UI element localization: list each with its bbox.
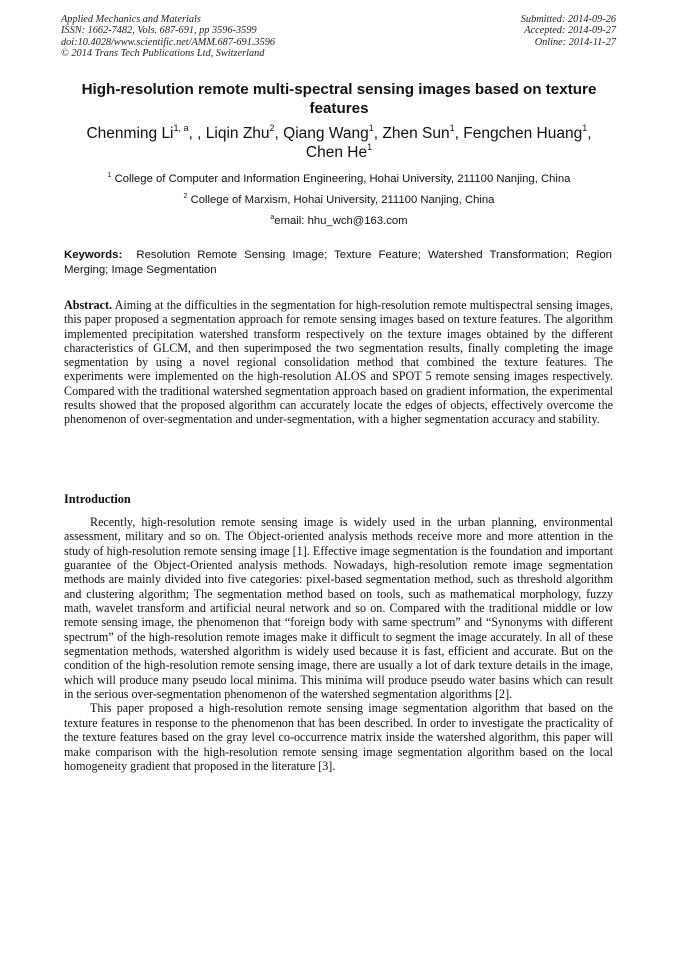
abstract-text: Aiming at the difficulties in the segmentation for high-resolution remote multispectral sensing images, this paper proposed a segmentation approach for remote sensing images based on texture features. The algorithm implemented precipitation watershed transform respectively on the texture images obtained by the different characteristics of GLCM, and then superimposed the two segmentation results, finally completing the image segmentation by using a novel regional consolidation method that combined the texture features. The experiments were implemented on the high-resolution ALOS and SPOT 5 remote sensing images respectively. Compared with the traditional watershed segmentation approach based on gradient information, the experimental results showed that the proposed algorithm can accurately locate the edges of objects, effectively overcome the phenomenon of over-segmentation and under-segmentation, with a higher segmentation accuracy and stability. bbox=[64, 298, 613, 427]
journal-issn: ISSN: 1662-7482, Vols. 687-691, pp 3596-3599 bbox=[61, 25, 257, 37]
author-separator: , bbox=[587, 125, 592, 142]
affiliation-mark: 2 bbox=[183, 193, 188, 200]
keywords bbox=[64, 248, 612, 277]
affiliation-text: College of Marxism, Hohai University, 211100 Nanjing, China bbox=[190, 194, 495, 206]
author-name: Liqin Zhu bbox=[205, 125, 270, 142]
submitted-date: Submitted: 2014-09-26 bbox=[520, 14, 616, 25]
accepted-date: Accepted: 2014-09-27 bbox=[524, 25, 616, 37]
abstract-label: Abstract. bbox=[64, 298, 113, 312]
author-name: Chenming Li bbox=[86, 125, 174, 142]
author-name: Zhen Sun bbox=[382, 125, 450, 142]
author-separator: , , bbox=[188, 125, 206, 142]
author-affiliation-mark: 1 bbox=[368, 123, 374, 133]
paragraph: Recently, high-resolution remote sensing image is widely used in the urban planning, environmental assessment, military and so on. The Object-oriented analysis methods receive more and more attention in the study of high-resolution remote sensing image [1]. Effective image segmentation is the foundation and important guarantee of the Object-Oriented analysis methods. Nowadays, high-resolution remote image segmentation methods are mainly divided into five categories: pixel-based segmentation method, such as threshold algorithm and clustering algorithm; The segmentation method based on tools, such as mathematical morphology, fuzzy math, wavelet transform and artificial neural network and so on. Compared with the traditional middle or low remote sensing image, the phenomenon that “foreign body with same spectrum” and “Synonyms with different spectrum” of the high-resolution remote images make it difficult to segment the image accurately. In all of these segmentation methods, watershed algorithm is widely used because it is fast, efficient and accurate. But on the condition of the high-resolution remote sensing image, there are usually a lot of dark texture details in the image, which will produce many pseudo local minima. This minima will produce pseudo water basins which can result in the serious over-segmentation phenomenon of the watershed segmentation algorithms [2]. bbox=[64, 515, 613, 702]
publication-dates bbox=[521, 14, 616, 48]
keywords-label: Keywords: bbox=[64, 249, 123, 261]
author-name: Chen He bbox=[305, 144, 368, 161]
author-email bbox=[60, 214, 618, 228]
online-date: Online: 2014-11-27 bbox=[534, 36, 616, 48]
journal-name: Applied Mechanics and Materials bbox=[61, 14, 201, 25]
author-separator: , bbox=[274, 125, 284, 142]
author-affiliation-mark: 1 bbox=[367, 142, 373, 152]
author-name: Fengchen Huang bbox=[463, 125, 583, 142]
paper-title: High-resolution remote multi-spectral sensing images based on texture features bbox=[81, 81, 597, 117]
affiliation bbox=[60, 172, 618, 186]
author-name: Qiang Wang bbox=[283, 125, 369, 142]
author-affiliation-mark: 1, a bbox=[173, 123, 189, 133]
author-list bbox=[60, 124, 618, 162]
affiliation-text: College of Computer and Information Engineering, Hohai University, 211100 Nanjing, China bbox=[114, 173, 571, 185]
paragraph: This paper proposed a high-resolution remote sensing image segmentation algorithm that based on the texture features in response to the phenomenon that has been described. In order to investigate the practicality of the texture features based on the gray level co-occurrence matrix inside the watershed algorithm, this paper will make comparison with the high-resolution remote sensing image segmentation algorithm based on the local homogeneity gradient that proposed in the literature [3]. bbox=[64, 701, 613, 773]
author-affiliation-mark: 2 bbox=[269, 123, 275, 133]
affiliation-mark: 1 bbox=[107, 172, 112, 179]
journal-copyright: © 2014 Trans Tech Publications Ltd, Switzerland bbox=[61, 48, 265, 60]
introduction-body bbox=[64, 515, 613, 773]
author-affiliation-mark: 1 bbox=[582, 123, 588, 133]
author-affiliation-mark: 1 bbox=[449, 123, 455, 133]
journal-doi: doi:10.4028/www.scientific.net/AMM.687-691.3596 bbox=[61, 36, 276, 48]
email-mark: a bbox=[270, 214, 275, 221]
journal-info bbox=[61, 14, 275, 60]
author-separator: , bbox=[373, 125, 383, 142]
author-separator: , bbox=[454, 125, 464, 142]
abstract bbox=[64, 298, 613, 427]
email-text: email: hhu_wch@163.com bbox=[274, 215, 408, 227]
keywords-text: Resolution Remote Sensing Image; Texture Feature; Watershed Transformation; Region Merging; Image Segmentation bbox=[64, 249, 612, 276]
affiliation bbox=[60, 193, 618, 207]
introduction-heading: Introduction bbox=[64, 492, 131, 506]
